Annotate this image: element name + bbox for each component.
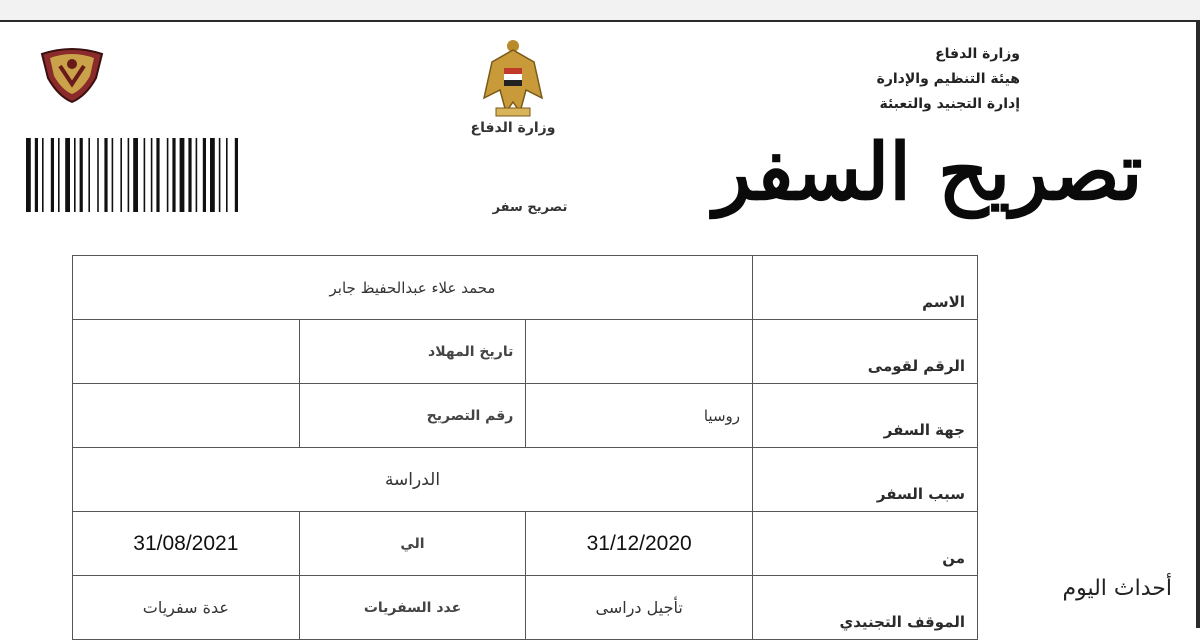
table-row: [73, 576, 978, 640]
table-row: [73, 384, 978, 448]
table-row: [73, 256, 978, 320]
table-row: [73, 320, 978, 384]
military-status-label: الموقف التجنيدي: [753, 576, 978, 640]
eagle-emblem-icon: [480, 38, 546, 120]
barcode-icon: [24, 138, 286, 212]
reason-value: الدراسة: [73, 448, 753, 512]
eagle-caption: وزارة الدفاع: [470, 120, 556, 136]
national-id-label: الرقم لقومى: [753, 320, 978, 384]
permit-number-value: [73, 384, 300, 448]
to-label: الي: [299, 512, 526, 576]
birth-date-value: [73, 320, 300, 384]
trips-count-value: عدة سفريات: [73, 576, 300, 640]
watermark: أحداث اليوم: [1062, 576, 1172, 601]
military-status-value: تأجيل دراسى: [526, 576, 753, 640]
table-row: [73, 512, 978, 576]
from-date-value: 31/12/2020: [526, 512, 753, 576]
document-subtitle: تصريح سفر: [492, 200, 568, 215]
table-row: [73, 448, 978, 512]
reason-label: سبب السفر: [753, 448, 978, 512]
name-label: الاسم: [753, 256, 978, 320]
to-date-value: 31/08/2021: [73, 512, 300, 576]
ministry-line: وزارة الدفاع: [935, 46, 1020, 62]
name-value: محمد علاء عبدالحفيظ جابر: [73, 256, 753, 320]
top-border: [0, 0, 1200, 22]
header-block: [877, 42, 1020, 117]
from-label: من: [753, 512, 978, 576]
national-id-value: [526, 320, 753, 384]
destination-label: جهة السفر: [753, 384, 978, 448]
trips-count-label: عدد السفريات: [299, 576, 526, 640]
page-title: تصريح السفر: [713, 127, 1143, 218]
destination-value: روسيا: [526, 384, 753, 448]
right-border: [1196, 20, 1200, 628]
authority-line: هيئة التنظيم والإدارة: [876, 71, 1020, 87]
permit-table: [72, 255, 978, 640]
permit-number-label: رقم التصريح: [299, 384, 526, 448]
department-line: إدارة التجنيد والتعبئة: [879, 96, 1020, 112]
emblem-icon: [36, 44, 108, 104]
birth-date-label: تاريخ المهلاد: [299, 320, 526, 384]
